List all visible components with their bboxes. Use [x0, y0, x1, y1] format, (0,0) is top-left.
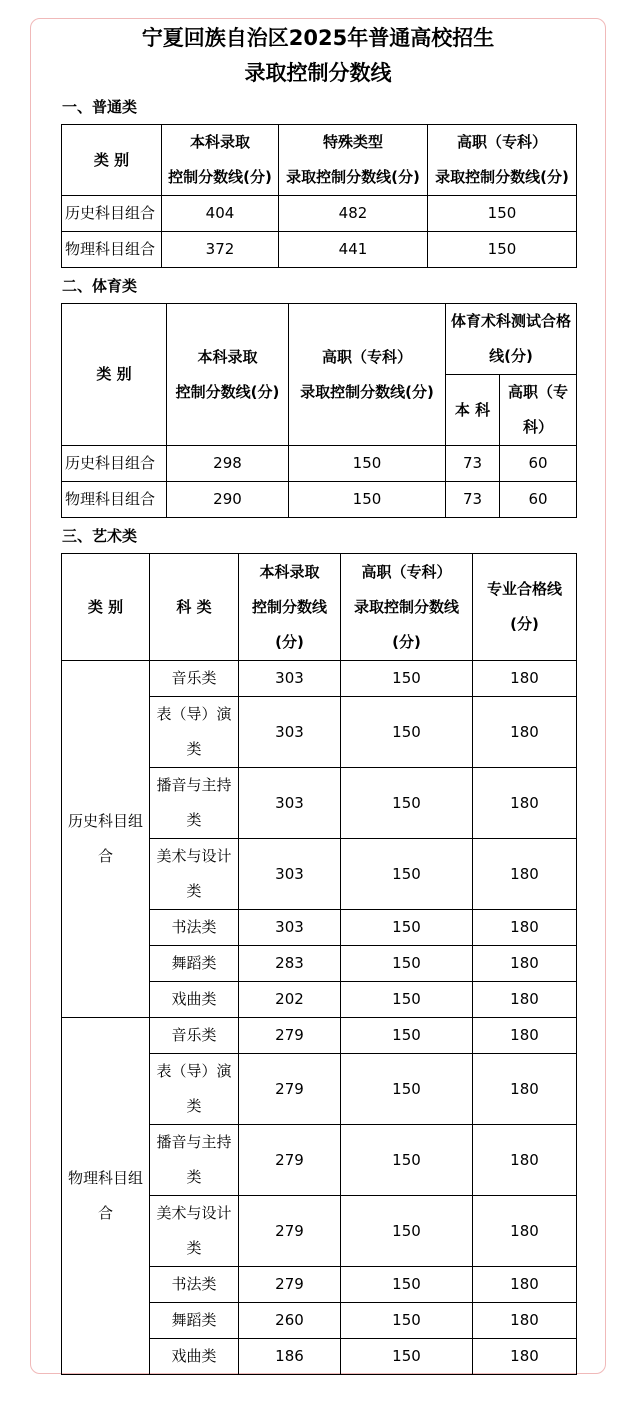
- cell-value: 180: [473, 1339, 577, 1375]
- cell-value: 180: [473, 1125, 577, 1196]
- cell-value: 303: [239, 839, 341, 910]
- subject-name: 表（导）演 类: [150, 697, 239, 768]
- cell-value: 283: [239, 946, 341, 982]
- cell-value: 441: [279, 232, 428, 268]
- subject-name: 播音与主持 类: [150, 1125, 239, 1196]
- header-vocational: 高职（专科） 录取控制分数线(分): [289, 304, 446, 446]
- cell-value: 60: [500, 446, 577, 482]
- cell-value: 303: [239, 768, 341, 839]
- cell-value: 180: [473, 982, 577, 1018]
- cell-value: 372: [162, 232, 279, 268]
- header-category: 类 别: [62, 125, 162, 196]
- cell-value: 150: [341, 1339, 473, 1375]
- cell-value: 180: [473, 697, 577, 768]
- header-vocational: 高职（专科） 录取控制分数线 (分): [341, 554, 473, 661]
- row-name: 物理科目组合: [62, 232, 162, 268]
- header-undergrad: 本科录取 控制分数线(分): [167, 304, 289, 446]
- table-header-row: [62, 125, 577, 196]
- cell-value: 279: [239, 1054, 341, 1125]
- cell-value: 279: [239, 1196, 341, 1267]
- header-undergrad: 本科录取 控制分数线(分): [162, 125, 279, 196]
- row-name: 物理科目组合: [62, 482, 167, 518]
- table-row: [62, 661, 577, 697]
- cell-value: 202: [239, 982, 341, 1018]
- cell-value: 60: [500, 482, 577, 518]
- cell-value: 150: [289, 446, 446, 482]
- cell-value: 290: [167, 482, 289, 518]
- cell-value: 180: [473, 1303, 577, 1339]
- cell-value: 150: [341, 839, 473, 910]
- cell-value: 150: [428, 232, 577, 268]
- cell-value: 150: [341, 768, 473, 839]
- table-header-row: [62, 304, 577, 375]
- cell-value: 180: [473, 1196, 577, 1267]
- page-title-line1: 宁夏回族自治区2025年普通高校招生: [141, 26, 495, 50]
- subject-name: 美术与设计 类: [150, 1196, 239, 1267]
- page-title-line2: 录取控制分数线: [244, 61, 392, 85]
- cell-value: 150: [341, 1018, 473, 1054]
- arts-score-table: [61, 553, 577, 1375]
- table-header-row: [62, 554, 577, 661]
- cell-value: 180: [473, 768, 577, 839]
- cell-value: 150: [341, 1303, 473, 1339]
- cell-value: 150: [341, 1054, 473, 1125]
- table-row: [62, 196, 577, 232]
- header-test-undergrad: 本 科: [446, 375, 500, 446]
- subject-name: 书法类: [150, 910, 239, 946]
- cell-value: 150: [428, 196, 577, 232]
- subject-name: 戏曲类: [150, 1339, 239, 1375]
- cell-value: 180: [473, 1267, 577, 1303]
- subject-name: 书法类: [150, 1267, 239, 1303]
- table-row: [62, 482, 577, 518]
- cell-value: 73: [446, 446, 500, 482]
- header-test-vocational: 高职（专 科）: [500, 375, 577, 446]
- header-sports-test: 体育术科测试合格 线(分): [446, 304, 577, 375]
- header-vocational: 高职（专科） 录取控制分数线(分): [428, 125, 577, 196]
- cell-value: 279: [239, 1018, 341, 1054]
- cell-value: 150: [341, 697, 473, 768]
- subject-name: 戏曲类: [150, 982, 239, 1018]
- subject-name: 音乐类: [150, 661, 239, 697]
- general-score-table: [61, 124, 577, 268]
- cell-value: 279: [239, 1267, 341, 1303]
- cell-value: 303: [239, 697, 341, 768]
- row-name: 历史科目组合: [62, 196, 162, 232]
- group-name: 物理科目组 合: [62, 1018, 150, 1375]
- header-subject: 科 类: [150, 554, 239, 661]
- cell-value: 150: [289, 482, 446, 518]
- row-name: 历史科目组合: [62, 446, 167, 482]
- header-category: 类 别: [62, 304, 167, 446]
- subject-name: 播音与主持 类: [150, 768, 239, 839]
- subject-name: 音乐类: [150, 1018, 239, 1054]
- cell-value: 150: [341, 910, 473, 946]
- cell-value: 150: [341, 1125, 473, 1196]
- sports-score-table: [61, 303, 577, 518]
- header-undergrad: 本科录取 控制分数线 (分): [239, 554, 341, 661]
- subject-name: 表（导）演 类: [150, 1054, 239, 1125]
- cell-value: 180: [473, 1054, 577, 1125]
- cell-value: 180: [473, 661, 577, 697]
- cell-value: 303: [239, 910, 341, 946]
- table-row: [62, 1018, 577, 1054]
- subject-name: 舞蹈类: [150, 1303, 239, 1339]
- header-category: 类 别: [62, 554, 150, 661]
- cell-value: 150: [341, 982, 473, 1018]
- section-heading-sports: 二、体育类: [62, 277, 138, 295]
- subject-name: 舞蹈类: [150, 946, 239, 982]
- subject-name: 美术与设计 类: [150, 839, 239, 910]
- cell-value: 260: [239, 1303, 341, 1339]
- cell-value: 303: [239, 661, 341, 697]
- cell-value: 404: [162, 196, 279, 232]
- cell-value: 73: [446, 482, 500, 518]
- cell-value: 150: [341, 1196, 473, 1267]
- cell-value: 186: [239, 1339, 341, 1375]
- table-row: [62, 446, 577, 482]
- cell-value: 298: [167, 446, 289, 482]
- cell-value: 180: [473, 946, 577, 982]
- section-heading-arts: 三、艺术类: [62, 527, 138, 545]
- cell-value: 180: [473, 839, 577, 910]
- table-row: [62, 232, 577, 268]
- cell-value: 150: [341, 661, 473, 697]
- header-professional: 专业合格线 (分): [473, 554, 577, 661]
- cell-value: 279: [239, 1125, 341, 1196]
- header-special: 特殊类型 录取控制分数线(分): [279, 125, 428, 196]
- cell-value: 150: [341, 946, 473, 982]
- group-name: 历史科目组 合: [62, 661, 150, 1018]
- cell-value: 180: [473, 910, 577, 946]
- cell-value: 180: [473, 1018, 577, 1054]
- section-heading-general: 一、普通类: [62, 98, 138, 116]
- cell-value: 482: [279, 196, 428, 232]
- cell-value: 150: [341, 1267, 473, 1303]
